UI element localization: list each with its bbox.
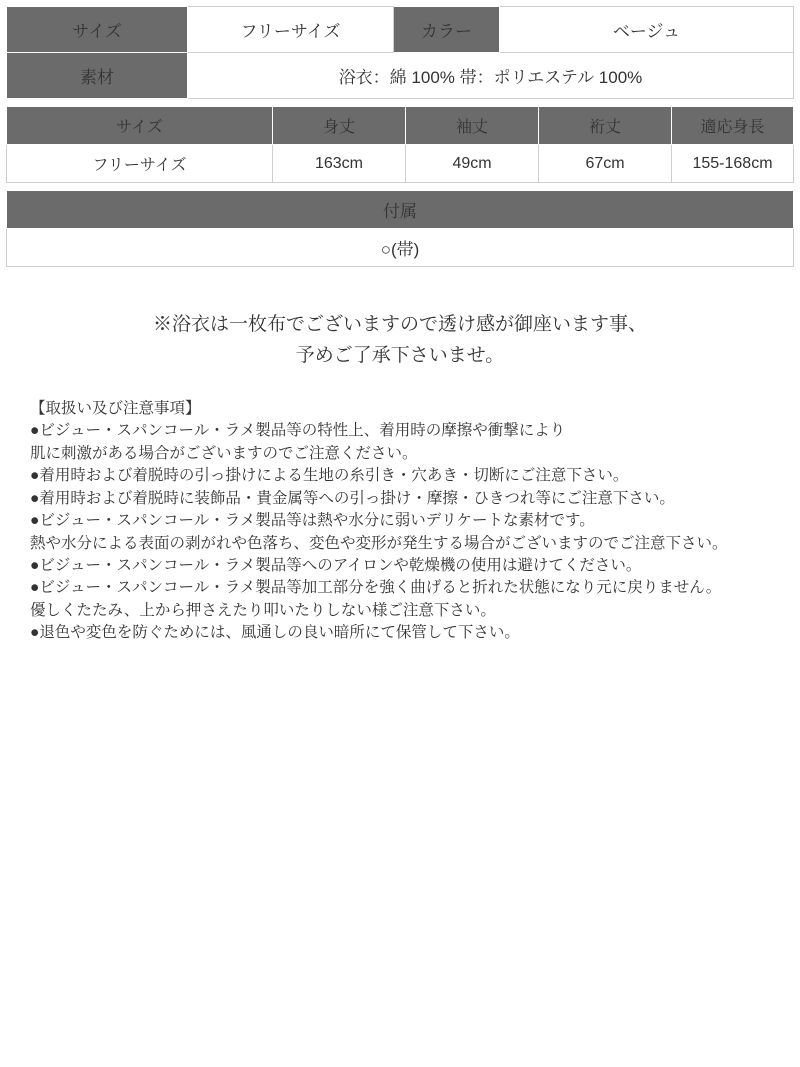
table-row — [7, 145, 794, 183]
spec-value-size: フリーサイズ — [188, 7, 394, 53]
care-line: 肌に刺激がある場合がございますのでご注意ください。 — [30, 444, 418, 462]
spec-label-color: カラー — [394, 7, 500, 53]
measurement-header-yuki: 裄丈 — [539, 107, 672, 145]
measurement-header-height: 適応身長 — [672, 107, 794, 145]
transparency-note-line1: ※浴衣は一枚布でございますので透け感が御座います事、 — [152, 314, 647, 335]
care-instructions — [6, 398, 794, 645]
care-line: ●ビジュー・スパンコール・ラメ製品等へのアイロンや乾燥機の使用は避けてください。 — [30, 556, 642, 574]
measurement-value-height: 155-168cm — [672, 145, 794, 183]
spec-table — [6, 6, 794, 99]
care-line: ●ビジュー・スパンコール・ラメ製品等の特性上、着用時の摩擦や衝撃により — [30, 422, 566, 440]
measurement-value-size: フリーサイズ — [7, 145, 273, 183]
accessory-value: ○(帯) — [7, 229, 794, 267]
care-line: ●着用時および着脱時の引っ掛けによる生地の糸引き・穴あき・切断にご注意下さい。 — [30, 467, 629, 485]
table-row — [7, 53, 794, 99]
table-row — [7, 7, 794, 53]
transparency-note — [6, 309, 794, 372]
table-row — [7, 229, 794, 267]
measurement-value-length: 163cm — [273, 145, 406, 183]
care-line: ●退色や変色を防ぐためには、風通しの良い暗所にて保管して下さい。 — [30, 624, 520, 642]
measurement-value-yuki: 67cm — [539, 145, 672, 183]
spec-label-material: 素材 — [7, 53, 188, 99]
care-line: 優しくたたみ、上から押さえたり叩いたりしない様ご注意下さい。 — [30, 601, 496, 619]
measurement-header-length: 身丈 — [273, 107, 406, 145]
transparency-note-line2: 予めご了承下さいませ。 — [295, 345, 505, 367]
measurement-value-sleeve: 49cm — [406, 145, 539, 183]
care-line: ●ビジュー・スパンコール・ラメ製品等加工部分を強く曲げると折れた状態になり元に戻りません。 — [30, 579, 722, 597]
spec-value-material: 浴衣：綿 100% 帯：ポリエステル 100% — [188, 53, 794, 99]
care-line: ●ビジュー・スパンコール・ラメ製品等は熱や水分に弱いデリケートな素材です。 — [30, 512, 595, 530]
spec-value-color: ベージュ — [500, 7, 794, 53]
table-header-row — [7, 107, 794, 145]
accessory-header: 付属 — [7, 191, 794, 229]
measurement-table — [6, 106, 794, 183]
care-title: 【取扱い及び注意事項】 — [30, 399, 201, 417]
measurement-header-size: サイズ — [7, 107, 273, 145]
accessory-table — [6, 190, 794, 267]
measurement-header-sleeve: 袖丈 — [406, 107, 539, 145]
table-header-row — [7, 191, 794, 229]
spec-label-size: サイズ — [7, 7, 188, 53]
care-line: ●着用時および着脱時に装飾品・貴金属等への引っ掛け・摩擦・ひきつれ等にご注意下さい。 — [30, 489, 675, 507]
care-line: 熱や水分による表面の剥がれや色落ち、変色や変形が発生する場合がございますのでご注意下さい。 — [30, 534, 728, 552]
